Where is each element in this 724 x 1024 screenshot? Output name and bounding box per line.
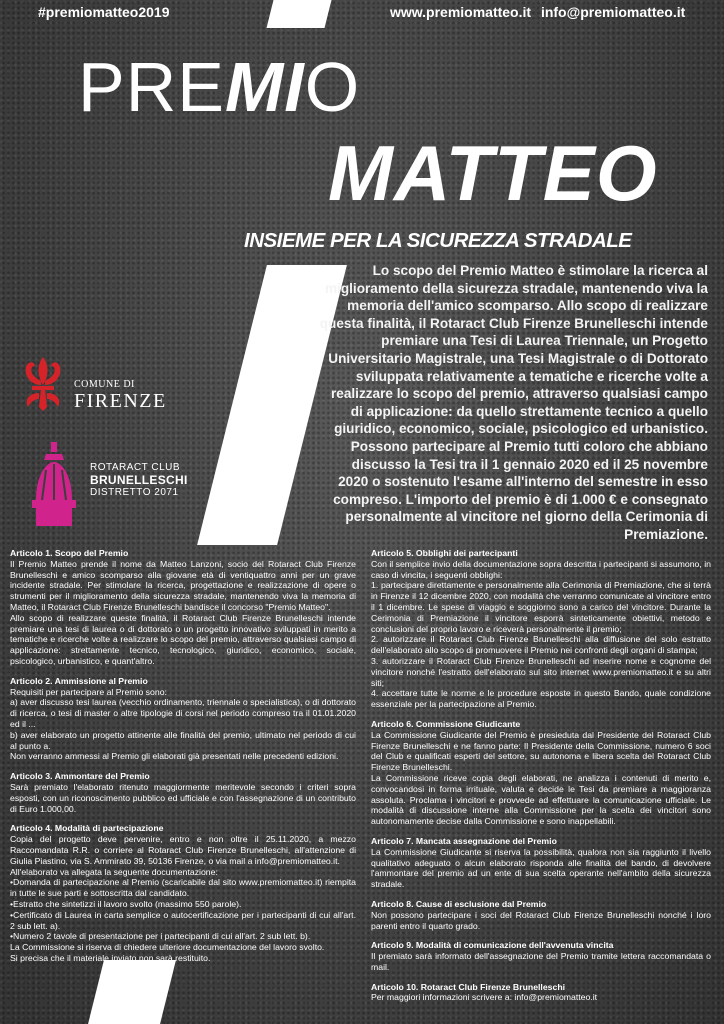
article-3 [10, 771, 356, 814]
article-text: Sarà premiato l'elaborato ritenuto maggiormente meritevole secondo i criteri sopra esposti, con un riconoscimento pubblico ed ufficiale e con l'assegnazione di un contributo di Euro 1.000,00. [10, 781, 356, 814]
article-title: Articolo 4. Modalità di partecipazione [10, 823, 164, 834]
article-text: La Commissione Giudicante si riserva la possibilità, qualora non sia raggiunto il livello qualitativo adeguato o alcun elaborato risponda alle finalità del bando, di devolvere l'ammontare del premio ad un ente di sua scelta operante nell'ambito della sicurezza stradale. [371, 846, 711, 890]
article-text: La Commissione Giudicante del Premio è presieduta dal Presidente del Rotaract Club Firenze Brunelleschi e ne fanno parte: Il Presidente della Commissione, numero 6 soci del Club e qualificati esperti del settore, su autonoma e libera scelta del Rotaract Club Firenze Brunelleschi. La Commissione riceve copia degli elaborati, ne analizza i contenuti di merito e, convocandosi in forma irrituale, valuta e decide le Tesi da premiare a maggioranza assoluta. Proclama i vincitori e provvede ad effettuare la comunicazione ufficiale. Le modalità di discussione interne alla Commissione per la scelta dei vincitori sono autonomamente decise dalla Commissione e sono inappellabili. [371, 729, 711, 827]
hashtag: #premiomatteo2019 [38, 4, 170, 20]
header-contacts [390, 4, 685, 20]
rotaract-line3: DISTRETTO 2071 [90, 487, 179, 498]
article-10 [371, 982, 711, 1004]
article-text: Il Premio Matteo prende il nome da Matteo Lanzoni, socio del Rotaract Club Firenze Brunelleschi e amico scomparso alla giovane età di ventiquattro anni per un grave incidente stradale. Per stimolare la ricerca, progettazione e realizzazione di opere o strumenti per il miglioramento della sicurezza stradale, mantenendo viva la memoria di Matteo, il Rotaract Club Firenze Brunelleschi bandisce il concorso "Premio Matteo". Allo scopo di realizzare queste finalità, il Rotaract Club Firenze Brunelleschi intende premiare una tesi di laurea o di dottorato o un progetto innovativo sviluppati in merito a tematiche e ricerche volte a realizzare lo scopo del premio, attraverso qualsiasi campo di applicazione: strettamente tecnico, tecnologico, giuridico, economico, sociale, psicologico, urbanistico, e quant'altro. [10, 558, 356, 666]
article-2 [10, 676, 356, 762]
email-link[interactable]: info@premiomatteo.it [540, 4, 686, 20]
comune-firenze-logo [18, 355, 218, 415]
rotaract-line1: ROTARACT CLUB [90, 462, 181, 473]
article-title: Articolo 8. Cause di esclusione dal Premio [371, 898, 547, 909]
fleur-de-lis-icon [18, 355, 68, 413]
article-4 [10, 823, 356, 963]
article-text: Copia del progetto deve pervenire, entro e non oltre il 25.11.2020, a mezzo Raccomandata R.R. o corriere al Rotaract Club Firenze Brunelleschi, all'attenzione di Giulia Piastino, via S. Ammirato 39, 50136 Firenze, o via mail a info@premiomatteo.it. All'elaborato va allegata la seguente documentazione: •Domanda di partecipazione al Premio (scaricabile dal sito www.premiomatteo.it) riempita in tutte le sue parti e sottoscritta dal candidato. •Estratto che sintetizzi il lavoro svolto (massimo 550 parole). •Certificato di Laurea in carta semplice o autocertificazione per i partecipanti di cui all'art. 2 sub lett. a). •Numero 2 tavole di presentazione per i partecipanti di cui all'art. 2 sub lett. b). La Commissione si riserva di chiedere ulteriore documentazione del lavoro svolto. Si precisa che il materiale inviato non sarà restituito. [10, 834, 356, 963]
article-text: Non possono partecipare i soci del Rotaract Club Firenze Brunelleschi nonché i loro parenti entro il quarto grado. [371, 909, 711, 931]
article-title: Articolo 5. Obblighi dei partecipanti [371, 548, 518, 558]
website-link[interactable]: www.premiomatteo.it [390, 4, 532, 20]
article-text: Il premiato sarà informato dell'assegnazione del Premio tramite lettera raccomandata o mail. [371, 951, 711, 972]
decorative-slash-top [267, 0, 332, 28]
rotaract-line2: BRUNELLESCHI [90, 473, 188, 487]
articles-right-column [371, 548, 711, 1012]
title-matteo: MATTEO [328, 129, 658, 217]
article-text: Con il semplice invio della documentazione sopra descritta i partecipanti si assumono, in caso di vincita, i seguenti obblighi: 1. partecipare direttamente e personalmente alla Cerimonia di Premiazione, che si terrà in Firenze il 12 dicembre 2020, con modalità che verranno comunicate al vincitore entro il 1 dicembre. Le spese di viaggio e soggiorno sono a carico del vincitore. Durante la Cerimonia di Premiazione il vincitore esporrà sinteticamente obiettivi, metodo e conclusioni del proprio lavoro e riceverà personalmente il premio; 2. autorizzare il Rotaract Club Firenze Brunelleschi alla diffusione del solo estratto dell'elaborato allo scopo di promuovere il Premio nei confronti degli organi di stampa; 3. autorizzare il Rotaract Club Firenze Brunelleschi ad inserire nome e cognome del vincitore nonché l'estratto dell'elaborato sul sito internet www.premiomatteo.it e su altri siti; 4. accettare tutte le norme e le procedure esposte in questo Bando, quale condizione essenziale per la partecipazione al Premio. [371, 558, 711, 710]
article-9 [371, 940, 711, 972]
title-premio: PREMIO [78, 48, 361, 126]
article-text: Requisiti per partecipare al Premio sono: a) aver discusso tesi laurea (vecchio ordinamento, triennale o specialistica), o di dottorato di ricerca, o tesi di master o altre tipologie di corsi nel periodo compreso tra il 01.01.2020 ed il ... b) aver elaborato un progetto attinente alle finalità del premio, ultimato nel periodo di cui al punto a. Non verranno ammessi al Premio gli elaborati già presentati nelle precedenti edizioni. [10, 686, 356, 762]
brunelleschi-dome-icon [24, 440, 84, 532]
article-title: Articolo 6. Commissione Giudicante [371, 718, 521, 729]
firenze-line1: COMUNE DI [74, 379, 135, 390]
intro-paragraph: Lo scopo del Premio Matteo è stimolare la ricerca al miglioramento della sicurezza stradale, mantenendo viva la memoria dell'amico scomparso. Allo scopo di realizzare questa finalità, il Rotaract Club Firenze Brunelleschi intende premiare una Tesi di Laurea Triennale, un Progetto Universitario Magistrale, una Tesi Magistrale o di Dottorato sviluppata relativamente a tematiche e ricerche volte a realizzare lo scopo del premio, attraverso qualsiasi campo di applicazione: da quello strettamente tecnico a quello giuridico, economico, sociale, psicologico ed urbanistico. Possono partecipare al Premio tutti coloro che abbiano discusso la Tesi tra il 1 gennaio 2020 ed il 25 novembre 2020 o sostenuto l'esame all'interno del semestre in esso compreso. L'importo del premio è di 1.000 € e consegnato personalmente al vincitore nel giorno della Cerimonia di Premiazione. [319, 263, 708, 542]
rotaract-logo [24, 440, 244, 535]
article-title: Articolo 3. Ammontare del Premio [10, 771, 150, 782]
article-1 [10, 548, 356, 667]
article-7 [371, 836, 711, 890]
article-text: Per maggiori informazioni scrivere a: info@premiomatteo.it [371, 992, 598, 1003]
articles-left-column [10, 548, 356, 973]
article-title: Articolo 1. Scopo del Premio [10, 548, 129, 558]
article-title: Articolo 2. Ammissione al Premio [10, 675, 148, 686]
firenze-line2: FIRENZE [74, 390, 167, 412]
article-title: Articolo 10. Rotaract Club Firenze Brunelleschi [371, 981, 566, 992]
slogan: INSIEME PER LA SICUREZZA STRADALE [244, 229, 632, 252]
article-title: Articolo 9. Modalità di comunicazione dell'avvenuta vincita [371, 940, 614, 951]
article-6 [371, 719, 711, 827]
article-5 [371, 548, 711, 710]
article-title: Articolo 7. Mancata assegnazione del Premio [371, 835, 557, 846]
article-8 [371, 899, 711, 931]
